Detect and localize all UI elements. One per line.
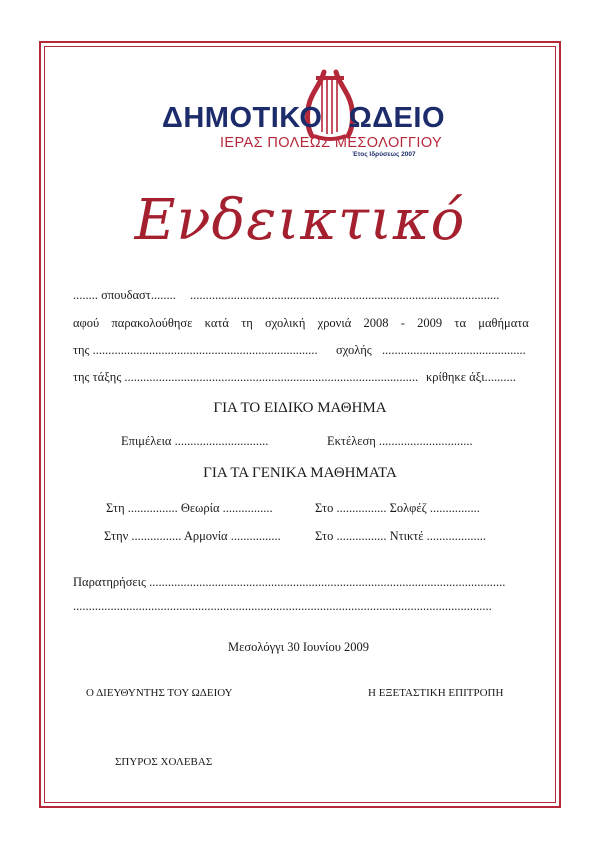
sentence-word: σχολική: [265, 316, 306, 330]
sentence-word: τα: [454, 316, 466, 330]
solfege-field: Στο ................ Σολφέζ ................: [315, 501, 480, 515]
logo-title-part1: ΔΗΜΟΤΙΚΟ: [162, 102, 323, 134]
execution-field: Εκτέλεση ..............................: [327, 434, 473, 448]
sentence-word: παρακολούθησε: [111, 316, 193, 330]
dictation-field: Στο ................ Ντικτέ ...................: [315, 529, 487, 543]
remarks-continuation: ......................................................................................................................................: [73, 599, 492, 613]
certificate-heading: Ενδεικτικό: [134, 188, 466, 253]
logo-title-part2: ΩΔΕΙΟ: [348, 102, 446, 134]
place-date: Μεσολόγγι 30 Ιουνίου 2009: [228, 640, 370, 654]
school-name-field: της ........................................................................: [73, 343, 318, 357]
director-label: Ο ΔΙΕΥΘΥΝΤΗΣ ΤΟΥ ΩΔΕΙΟΥ: [86, 687, 233, 699]
sentence-word: μαθήματα: [478, 316, 529, 330]
logo-title: [162, 102, 445, 135]
committee-label: Η ΕΞΕΤΑΣΤΙΚΗ ΕΠΙΤΡΟΠΗ: [368, 687, 504, 699]
theory-field: Στη ................ Θεωρία ................: [106, 501, 273, 515]
general-courses-title: ΓΙΑ ΤΑ ΓΕΝΙΚΑ ΜΑΘΗΜΑΤΑ: [203, 465, 397, 481]
school-label: σχολής: [336, 343, 372, 357]
harmony-field: Στην ................ Αρμονία ................: [104, 529, 281, 543]
student-name-field: ...................................................................................................: [190, 288, 500, 302]
student-field-prefix: ........ σπουδαστ........: [73, 288, 176, 302]
logo-subtitle: ΙΕΡΑΣ ΠΟΛΕΩΣ ΜΕΣΟΛΟΓΓΙΟΥ: [220, 135, 443, 151]
care-field: Επιμέλεια ..............................: [121, 434, 269, 448]
sentence-word: 2008: [363, 316, 389, 330]
sentence-word: χρονιά: [317, 316, 352, 330]
remarks-field: Παρατηρήσεις ..................................................................................................................: [73, 575, 506, 589]
sentence-word: αφού: [73, 316, 100, 330]
sentence-word: 2009: [417, 316, 443, 330]
logo-year-note: Έτος Ιδρύσεως 2007: [352, 151, 416, 158]
special-course-title: ΓΙΑ ΤΟ ΕΙΔΙΚΟ ΜΑΘΗΜΑ: [213, 400, 387, 416]
class-field: της τάξης ..............................................................................................: [73, 370, 419, 384]
sentence-word: κατά: [204, 316, 229, 330]
conservatory-logo: [162, 66, 446, 162]
judged-worthy-field: κρίθηκε άξι..........: [426, 370, 516, 384]
sentence-word: τη: [241, 316, 253, 330]
attendance-sentence: [73, 316, 529, 331]
sentence-word: -: [400, 316, 405, 330]
school-detail-field: ..............................................: [382, 343, 526, 357]
director-name: ΣΠΥΡΟΣ ΧΟΛΕΒΑΣ: [115, 756, 213, 768]
